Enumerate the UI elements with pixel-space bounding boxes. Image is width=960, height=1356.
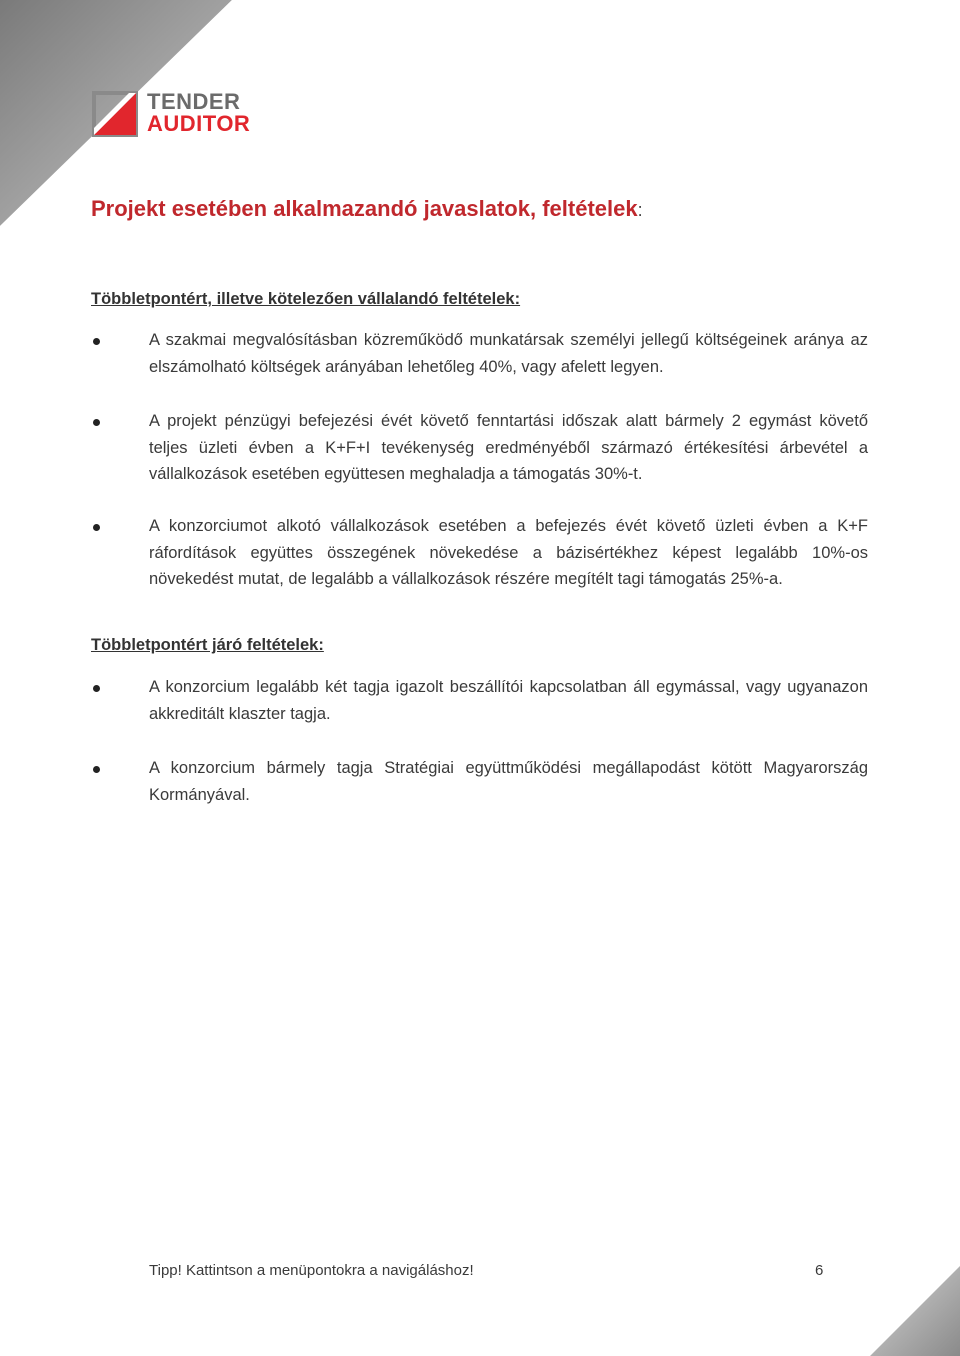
corner-decoration-bottom-right bbox=[870, 1266, 960, 1356]
list-item: A projekt pénzügyi befejezési évét követő fenntartási időszak alatt bármely 2 egymást követő teljes üzleti évben a K+F+I tevékenység eredményéből származó értékesítési árbevétel a vállalkozások esetében együttesen meghaladja a támogatás 30%-t. bbox=[149, 412, 868, 483]
list-item: A konzorcium bármely tagja Stratégiai együttműködési megállapodást kötött Magyarország Kormányával. bbox=[149, 759, 868, 804]
list-item: A konzorcium legalább két tagja igazolt beszállítói kapcsolatban áll egymással, vagy ugyanazon akkreditált klaszter tagja. bbox=[149, 678, 868, 723]
list-item: A konzorciumot alkotó vállalkozások esetében a befejezés évét követő üzleti évben a K+F ráfordítások együttes összegének növekedése a bázisértékhez képest legalább 10%-os növekedést mutat, de legalább a vállalkozások részére megítélt tagi támogatás 25%-a. bbox=[149, 517, 868, 588]
page-title bbox=[91, 195, 643, 224]
bullet-icon bbox=[93, 524, 100, 531]
logo-text-tender: TENDER bbox=[147, 89, 241, 114]
bullet-icon bbox=[93, 766, 100, 773]
logo-text-auditor: AUDITOR bbox=[147, 111, 251, 136]
footer-navigation-tip: Tipp! Kattintson a menüpontokra a navigáláshoz! bbox=[149, 1262, 474, 1279]
list-item: A szakmai megvalósításban közreműködő munkatársak személyi jellegű költségeinek aránya az elszámolható költségek arányában lehetőleg 40%, vagy afelett legyen. bbox=[149, 331, 868, 376]
page-title-colon: : bbox=[637, 200, 643, 220]
bullet-icon bbox=[93, 338, 100, 345]
logo-mark-icon bbox=[91, 90, 139, 138]
bullet-icon bbox=[93, 419, 100, 426]
section-heading-bonus: Többletpontért járó feltételek: bbox=[91, 636, 324, 654]
company-logo bbox=[91, 90, 251, 140]
page-number: 6 bbox=[815, 1262, 824, 1279]
page-title-text: Projekt esetében alkalmazandó javaslatok, feltételek bbox=[91, 196, 638, 221]
section-heading-mandatory: Többletpontért, illetve kötelezően vállalandó feltételek: bbox=[91, 290, 521, 308]
bullet-icon bbox=[93, 685, 100, 692]
